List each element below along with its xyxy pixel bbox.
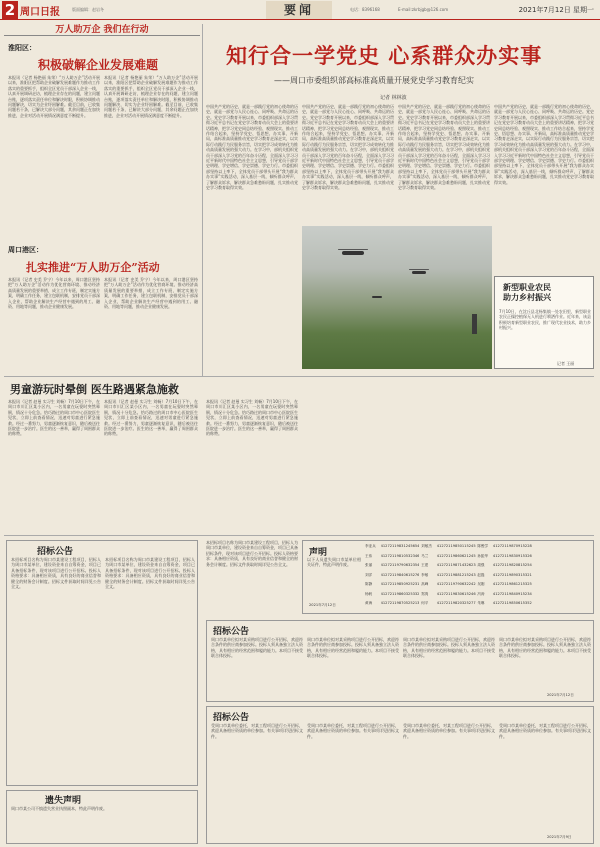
lost-notice-title: 遗失声明 <box>45 796 82 806</box>
notice-table-cell: 陈俊学 <box>477 544 489 548</box>
secondary-headline: 男童游玩时晕倒 医生路遇紧急施救 <box>10 383 179 396</box>
notice-table-cell: 何平 <box>421 601 429 605</box>
notice-table-cell: 冯涛 <box>477 591 485 596</box>
notice-table-cell: 41272119860325332 <box>380 591 420 596</box>
middle-ad-col-4: 周口市某单位拟对某采购项目进行公开招标，欢迎符合条件的供应商参加投标。投标人须具备独立法人资格，具有相应的经营范围和履约能力。本项目不接受联合体投标。 <box>499 637 591 659</box>
main-headline: 知行合一学党史 心系群众办实事 <box>226 43 543 68</box>
notice-table-cell: 41272119860621245 <box>436 553 476 558</box>
notice-date: 2021年7月12日 <box>309 603 336 607</box>
district-label-1: 淮阳区： <box>8 43 36 52</box>
drone-rotor <box>409 269 429 270</box>
notice-table-cell: 41272119831245654 <box>380 544 420 548</box>
notice-table-cell: 刘洋 <box>365 572 373 577</box>
notice-table-cell: 41272119820815254 <box>492 563 532 567</box>
main-subtitle: ——周口市委组织部高标准高质量开展党史学习教育纪实 <box>274 76 474 85</box>
lost-notice-box <box>6 790 198 844</box>
drone-shape <box>342 251 364 255</box>
notice-table-cell: 杨帆 <box>365 591 373 596</box>
notice-table-cell: 41272119850615352 <box>492 601 532 605</box>
email-line: E-mail:zkrbjgb@126.com <box>398 7 449 12</box>
notice-table-cell: 41272119871432623 <box>436 563 476 567</box>
notice-table-cell: 41272119840615276 <box>380 572 420 577</box>
main-byline: 记者 林林波 <box>380 95 407 101</box>
middle-short-notice: 本招标项目名称为周口市某建设工程项目，招标人为周口市某单位，建设资金来自自筹资金，项目已具备招标条件，现对该项目进行公开招标。投标人资格要求：具备相应资质，具有良好的商业信誉和健全的财务会计制度。招标文件获取时间详见公告全文。 <box>206 540 298 567</box>
notice-table-cell: 马兰 <box>421 553 429 558</box>
caption-title: 新型职业农民 助力乡村振兴 <box>503 283 551 302</box>
notice-table-cell: 41272119830615246 <box>436 591 476 596</box>
story-2-col-b: 本报讯（记者 史美 乔宁）今年以来，周口港区坚持把“万人助万企”活动作为优化营商环境、推动经济高质量发展的重要举措，成立工作专班，制定实施方案，明确工作任务，建立包联机制，安排党员干部深入企业，帮助企业解决生产经营中遇到的用工、融资、用地等问题，推动企业健康发展。 <box>104 277 198 310</box>
bottom-ad-col-1: 受周口市某单位委托，对某工程项目进行公开招标，欢迎具备相应资质的单位参加。有关事项详见招标文件。 <box>211 723 303 739</box>
left-banner-title: 万人助万企 我们在行动 <box>55 25 149 35</box>
notice-table-cell: 41272119850925231 <box>380 582 420 586</box>
caption-credit: 记者 王丽 <box>557 361 575 366</box>
notice-table-cell: 赵磊 <box>477 572 485 577</box>
story-2-col-a: 本报讯（记者 史美 乔宁）今年以来，周口港区坚持把“万人助万企”活动作为优化营商环境、推动经济高质量发展的重要举措，成立工作专班，制定实施方案，明确工作任务，建立包联机制，安排党员干部深入企业，帮助企业解决生产经营中遇到的用工、融资、用地等问题，推动企业健康发展。 <box>8 277 100 310</box>
notice-table-cell: 郑爽 <box>421 591 429 596</box>
left-ad-title: 招标公告 <box>37 547 74 557</box>
middle-ad-col-2: 周口市某单位拟对某采购项目进行公开招标，欢迎符合条件的供应商参加投标。投标人须具备独立法人资格，具有相应的经营范围和履约能力。本项目不接受联合体投标。 <box>307 637 399 659</box>
middle-ad-col-3: 周口市某单位拟对某采购项目进行公开招标，欢迎符合条件的供应商参加投标。投标人须具备独立法人资格，具有相应的经营范围和履约能力。本项目不接受联合体投标。 <box>403 637 495 659</box>
notice-table-cell: 41272119861215325 <box>492 582 532 586</box>
section-title: 要闻 <box>266 1 332 19</box>
main-col-3: 中国共产党的历史，就是一部践行党的初心使命的历史，就是一部党与人民心连心、同呼吸、共命运的历史。党史学习教育开展以来，市委组织部深入学习贯彻习近平总书记在党史学习教育动员大会上的重要讲话精神，把学习党史同总结经验、观照现实、推动工作结合起来，坚持学党史、悟思想、办实事、开新局，高标准高质量推动党史学习教育走深走实，以实际行动践行为民服务宗旨，切实把学习成效转化为推动高质量发展的强大动力。在学习中，部机关组织党员干部深入学习党的百年奋斗历程，全面深入学习习近平新时代中国特色社会主义思想，引导党员干部学史明理、学史增信、学史崇德、学史力行。市委组织部坚持以上率下，全体党员干部带头开展“我为群众办实事”实践活动，深入基层一线，倾听群众呼声，了解群众诉求，解决群众急难愁盼问题，扎实推动党史学习教育取得实效。 <box>398 104 490 191</box>
notice-table-cell: 41272119840915234 <box>492 591 532 596</box>
editor-line: 版面编辑：赵岩冬 <box>72 7 104 12</box>
notice-body: 以下人员遗失周口市某单位相关证件，特此声明作废。 <box>307 557 361 568</box>
photo-caption-box <box>494 276 594 369</box>
left-banner <box>4 24 200 36</box>
notice-table-cell: 41272119870525213 <box>380 601 420 605</box>
notice-title: 声明 <box>309 548 328 558</box>
middle-ad-date: 2021年7月12日 <box>547 693 574 697</box>
middle-ad-col-1: 周口市某单位拟对某采购项目进行公开招标，欢迎符合条件的供应商参加投标。投标人须具备独立法人资格，具有相应的经营范围和履约能力。本项目不接受联合体投标。 <box>211 637 303 659</box>
drone-shape <box>412 271 426 274</box>
bottom-ad-col-4: 受周口市某单位委托，对某工程项目进行公开招标，欢迎具备相应资质的单位参加。有关事项详见招标文件。 <box>499 723 591 739</box>
notice-table-cell: 41272119830915326 <box>492 553 532 558</box>
notice-table-cell: 41272119850115245 <box>436 544 476 548</box>
caption-body: 7月10日，在沈丘县北杨集镇一处农田里，新型职业农民正操控植保无人机进行喷洒作业。近年来，该县积极培育新型职业农民，推广现代农业技术，助力乡村振兴。 <box>499 309 591 331</box>
subhead-2: 扎实推进“万人助万企”活动 <box>26 261 160 274</box>
notice-table-cell: 周强 <box>477 563 485 567</box>
notice-table-cell: 41272119810532346 <box>380 553 420 558</box>
notice-table-cell: 黄海 <box>365 601 373 605</box>
main-col-2: 中国共产党的历史，就是一部践行党的初心使命的历史，就是一部党与人民心连心、同呼吸、共命运的历史。党史学习教育开展以来，市委组织部深入学习贯彻习近平总书记在党史学习教育动员大会上的重要讲话精神，把学习党史同总结经验、观照现实、推动工作结合起来，坚持学党史、悟思想、办实事、开新局，高标准高质量推动党史学习教育走深走实，以实际行动践行为民服务宗旨，切实把学习成效转化为推动高质量发展的强大动力。在学习中，部机关组织党员干部深入学习党的百年奋斗历程，全面深入学习习近平新时代中国特色社会主义思想，引导党员干部学史明理、学史增信、学史崇德、学史力行。市委组织部坚持以上率下，全体党员干部带头开展“我为群众办实事”实践活动，深入基层一线，倾听群众呼声，了解群众诉求，解决群众急难愁盼问题，扎实推动党史学习教育取得实效。 <box>302 104 394 191</box>
notice-box <box>302 540 594 614</box>
main-col-1: 中国共产党的历史，就是一部践行党的初心使命的历史，就是一部党与人民心连心、同呼吸、共命运的历史。党史学习教育开展以来，市委组织部深入学习贯彻习近平总书记在党史学习教育动员大会上的重要讲话精神，把学习党史同总结经验、观照现实、推动工作结合起来，坚持学党史、悟思想、办实事、开新局，高标准高质量推动党史学习教育走深走实，以实际行动践行为民服务宗旨，切实把学习成效转化为推动高质量发展的强大动力。在学习中，部机关组织党员干部深入学习党的百年奋斗历程，全面深入学习习近平新时代中国特色社会主义思想，引导党员干部学史明理、学史增信、学史崇德、学史力行。市委组织部坚持以上率下，全体党员干部带头开展“我为群众办实事”实践活动，深入基层一线，倾听群众呼声，了解群众诉求，解决群众急难愁盼问题，扎实推动党史学习教育取得实效。 <box>206 104 298 191</box>
middle-ad-box <box>206 620 594 702</box>
notice-table-cell: 41272119890315321 <box>492 572 532 577</box>
notice-table-cell: 陈静 <box>365 582 373 586</box>
bottom-ad-col-2: 受周口市某单位委托，对某工程项目进行公开招标，欢迎具备相应资质的单位参加。有关事项详见招标文件。 <box>307 723 399 739</box>
bottom-ad-title: 招标公告 <box>213 713 250 723</box>
notice-table-cell: 刘敏杰 <box>421 544 432 548</box>
notice-table-cell: 41272119870915228 <box>492 544 532 548</box>
notice-table-cell: 王伟 <box>365 553 373 558</box>
page-number: 2 <box>2 1 18 19</box>
drone-rotor <box>338 249 368 250</box>
news-photo <box>302 226 492 369</box>
secondary-col-1: 本报讯（记者 赵曼 实习生 刘畅）7月10日下午，在周口市川汇区某小区内，一名男童在玩耍时突然晕倒，情况十分危急。恰巧路过的周口市中心医院医生见状，立即上前查看情况，迅速对男童进行紧急施救。经过一番努力，男童逐渐恢复意识，随后被送往医院进一步治疗。医生的这一善举，赢得了周围群众的称赞。 <box>8 399 100 437</box>
notice-table-cell: 高峰 <box>421 582 429 586</box>
tel-line: 电话：8396168 <box>350 7 380 12</box>
bottom-ad-date: 2021年7月9日 <box>547 835 572 839</box>
main-col-4: 中国共产党的历史，就是一部践行党的初心使命的历史，就是一部党与人民心连心、同呼吸、共命运的历史。党史学习教育开展以来，市委组织部深入学习贯彻习近平总书记在党史学习教育动员大会上的重要讲话精神，把学习党史同总结经验、观照现实、推动工作结合起来，坚持学党史、悟思想、办实事、开新局，高标准高质量推动党史学习教育走深走实，以实际行动践行为民服务宗旨，切实把学习成效转化为推动高质量发展的强大动力。在学习中，部机关组织党员干部深入学习党的百年奋斗历程，全面深入学习习近平新时代中国特色社会主义思想，引导党员干部学史明理、学史增信、学史崇德、学史力行。市委组织部坚持以上率下，全体党员干部带头开展“我为群众办实事”实践活动，深入基层一线，倾听群众呼声，了解群众诉求，解决群众急难愁盼问题，扎实推动党史学习教育取得实效。 <box>494 104 594 185</box>
notice-table-cell: 李亚兵 <box>365 544 376 548</box>
person-figure <box>472 314 477 334</box>
notice-table-cell: 张丽 <box>365 563 373 567</box>
bottom-ad-col-3: 受周口市某单位委托，对某工程项目进行公开招标，欢迎具备相应资质的单位参加。有关事项详见招标文件。 <box>403 723 495 739</box>
notice-table-cell: 41272119790632242 <box>436 582 476 586</box>
notice-table <box>365 544 591 612</box>
notice-table-cell: 41272119881215243 <box>436 572 476 577</box>
paper-name: 周口日报 <box>20 7 60 18</box>
issue-date: 2021年7月12日 星期一 <box>518 6 594 14</box>
notice-table-cell: 朱琳 <box>477 601 485 605</box>
left-ad-col-b: 本招标项目名称为周口市某建设工程项目，招标人为周口市某单位，建设资金来自自筹资金，项目已具备招标条件，现对该项目进行公开招标。投标人资格要求：具备相应资质，具有良好的商业信誉和健全的财务会计制度。招标文件获取时间详见公告全文。 <box>105 557 195 590</box>
notice-table-cell: 孙振华 <box>477 553 489 558</box>
secondary-col-3: 本报讯（记者 赵曼 实习生 刘畅）7月10日下午，在周口市川汇区某小区内，一名男童在玩耍时突然晕倒，情况十分危急。恰巧路过的周口市中心医院医生见状，立即上前查看情况，迅速对男童进行紧急施救。经过一番努力，男童逐渐恢复意识，随后被送往医院进一步治疗。医生的这一善举，赢得了周围群众的称赞。 <box>206 399 298 437</box>
left-ad-col-a: 本招标项目名称为周口市某建设工程项目，招标人为周口市某单位，建设资金来自自筹资金，项目已具备招标条件，现对该项目进行公开招标。投标人资格要求：具备相应资质，具有良好的商业信誉和健全的财务会计制度。招标文件获取时间详见公告全文。 <box>11 557 101 590</box>
lost-notice-body: 周口市某公司不慎遗失营业执照副本，特此声明作废。 <box>11 806 107 811</box>
left-ad-box <box>6 540 198 786</box>
drone-shape <box>372 296 382 298</box>
story-1-col-b: 本报讯（记者 杨艳丽 朱荣）“万人助万企”活动开展以来，淮阳区把帮助企业破解发展难题作为推动工作落实的重要抓手，组织全区党员干部深入企业一线，认真开展调研走访，梳理企业存在的问题，建立问题台账，逐项落实责任单位和解决时限，积极协调推动问题解决，切实为企业纾困解难。截至目前，已收集问题若干条，已解决大部分问题，其余问题正在加快推进，企业对活动开展情况满意度不断提升。 <box>104 75 198 118</box>
middle-ad-title: 招标公告 <box>213 627 250 637</box>
notice-table-cell: 李敏 <box>421 572 429 577</box>
story-1-col-a: 本报讯（记者 杨艳丽 朱荣）“万人助万企”活动开展以来，淮阳区把帮助企业破解发展难题作为推动工作落实的重要抓手，组织全区党员干部深入企业一线，认真开展调研走访，梳理企业存在的问题，建立问题台账，逐项落实责任单位和解决时限，积极协调推动问题解决，切实为企业纾困解难。截至目前，已收集问题若干条，已解决大部分问题，其余问题正在加快推进，企业对活动开展情况满意度不断提升。 <box>8 75 100 118</box>
notice-table-cell: 41272119790632354 <box>380 563 420 567</box>
district-label-2: 周口港区： <box>8 245 43 254</box>
bottom-ad-box <box>206 706 594 844</box>
notice-table-cell: 王建 <box>421 563 429 567</box>
notice-table-cell: 41272119820325277 <box>436 601 476 605</box>
secondary-col-2: 本报讯（记者 赵曼 实习生 刘畅）7月10日下午，在周口市川汇区某小区内，一名男童在玩耍时突然晕倒，情况十分危急。恰巧路过的周口市中心医院医生见状，立即上前查看情况，迅速对男童进行紧急施救。经过一番努力，男童逐渐恢复意识，随后被送往医院进一步治疗。医生的这一善举，赢得了周围群众的称赞。 <box>104 399 198 437</box>
subhead-1: 积极破解企业发展难题 <box>38 58 159 72</box>
notice-table-cell: 吴刚 <box>477 582 485 586</box>
